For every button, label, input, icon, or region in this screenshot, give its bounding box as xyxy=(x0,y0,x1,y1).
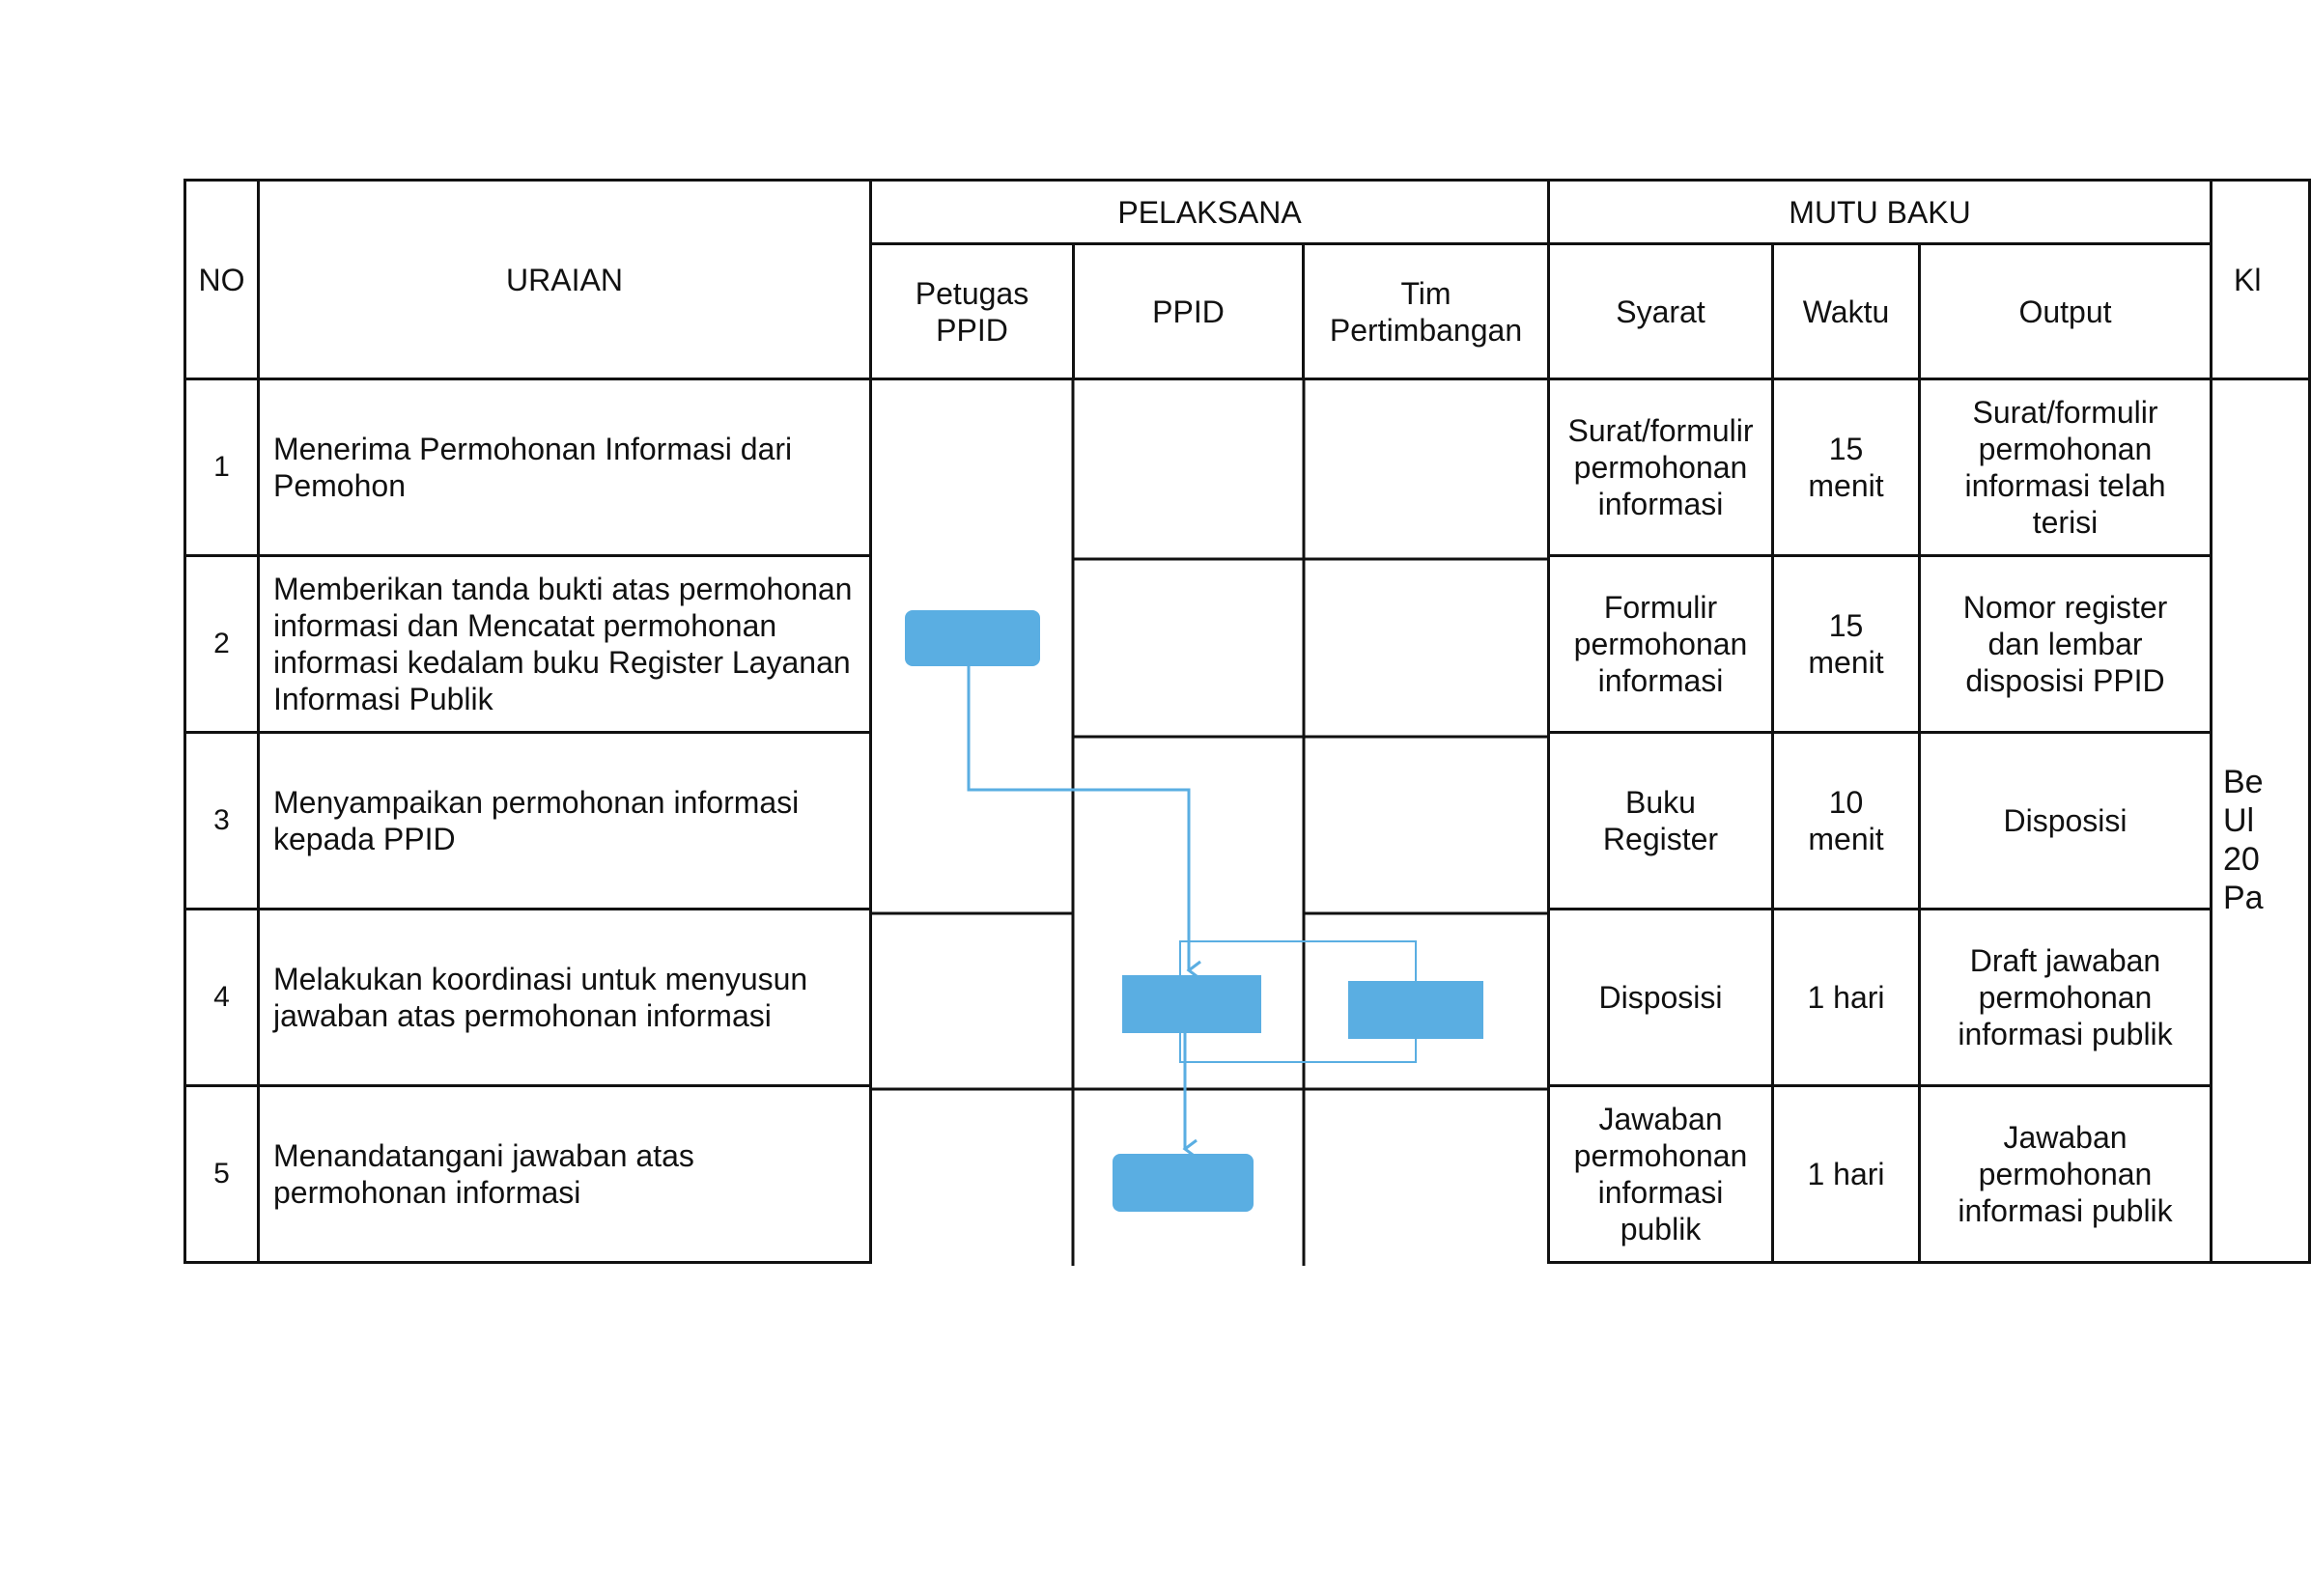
flow-cell-tim xyxy=(1304,1086,1549,1263)
header-mutu-baku: MUTU BAKU xyxy=(1549,181,2212,244)
header-row-top xyxy=(185,181,2310,244)
table-row xyxy=(185,1086,2310,1263)
row-number: 4 xyxy=(185,910,259,1086)
row-number: 1 xyxy=(185,379,259,556)
table-row xyxy=(185,379,2310,556)
table-row xyxy=(185,910,2310,1086)
header-pelaksana: PELAKSANA xyxy=(871,181,1549,244)
row-waktu: 10 menit xyxy=(1773,733,1920,910)
header-petugas-ppid: Petugas PPID xyxy=(871,244,1074,379)
flow-cell-tim xyxy=(1304,379,1549,556)
table-row xyxy=(185,733,2310,910)
header-output: Output xyxy=(1920,244,2212,379)
flow-cell-ppid xyxy=(1074,556,1304,733)
row-uraian: Menerima Permohonan Informasi dari Pemohon xyxy=(259,379,871,556)
flow-cell-ppid xyxy=(1074,733,1304,910)
row-output: Jawaban permohonan informasi publik xyxy=(1920,1086,2212,1263)
flow-cell-tim xyxy=(1304,910,1549,1086)
row-output: Disposisi xyxy=(1920,733,2212,910)
row-waktu: 15 menit xyxy=(1773,379,1920,556)
row-uraian: Memberikan tanda bukti atas permohonan informasi dan Mencatat permohonan informasi kedalam buku Register Layanan Informasi Publik xyxy=(259,556,871,733)
row-waktu: 1 hari xyxy=(1773,1086,1920,1263)
header-syarat: Syarat xyxy=(1549,244,1773,379)
header-uraian: URAIAN xyxy=(259,181,871,379)
header-no: NO xyxy=(185,181,259,379)
header-waktu: Waktu xyxy=(1773,244,1920,379)
flow-cell-petugas xyxy=(871,1086,1074,1263)
row-syarat: Disposisi xyxy=(1549,910,1773,1086)
flow-cell-tim xyxy=(1304,733,1549,910)
header-keterangan: Kl xyxy=(2212,181,2310,379)
row-output: Surat/formulir permohonan informasi telah terisi xyxy=(1920,379,2212,556)
keterangan-text: Be Ul 20 Pa xyxy=(2223,764,2264,916)
table-row xyxy=(185,556,2310,733)
row-waktu: 15 menit xyxy=(1773,556,1920,733)
header-ppid: PPID xyxy=(1074,244,1304,379)
flow-cell-petugas xyxy=(871,733,1074,910)
flow-cell-ppid xyxy=(1074,1086,1304,1263)
flow-cell-ppid xyxy=(1074,379,1304,556)
row-number: 2 xyxy=(185,556,259,733)
flow-cell-petugas xyxy=(871,379,1074,556)
row-output: Nomor register dan lembar disposisi PPID xyxy=(1920,556,2212,733)
header-tim-pertimbangan: Tim Pertimbangan xyxy=(1304,244,1549,379)
row-syarat: Jawaban permohonan informasi publik xyxy=(1549,1086,1773,1263)
row-syarat: Buku Register xyxy=(1549,733,1773,910)
sop-table xyxy=(183,179,2311,1264)
row-number: 5 xyxy=(185,1086,259,1263)
row-uraian: Menandatangani jawaban atas permohonan informasi xyxy=(259,1086,871,1263)
flow-cell-petugas xyxy=(871,556,1074,733)
row-uraian: Menyampaikan permohonan informasi kepada PPID xyxy=(259,733,871,910)
flow-cell-tim xyxy=(1304,556,1549,733)
row-output: Draft jawaban permohonan informasi publik xyxy=(1920,910,2212,1086)
flow-cell-ppid xyxy=(1074,910,1304,1086)
row-waktu: 1 hari xyxy=(1773,910,1920,1086)
row-syarat: Surat/formulir permohonan informasi xyxy=(1549,379,1773,556)
row-syarat: Formulir permohonan informasi xyxy=(1549,556,1773,733)
row-number: 3 xyxy=(185,733,259,910)
flow-cell-petugas xyxy=(871,910,1074,1086)
row-uraian: Melakukan koordinasi untuk menyusun jawaban atas permohonan informasi xyxy=(259,910,871,1086)
